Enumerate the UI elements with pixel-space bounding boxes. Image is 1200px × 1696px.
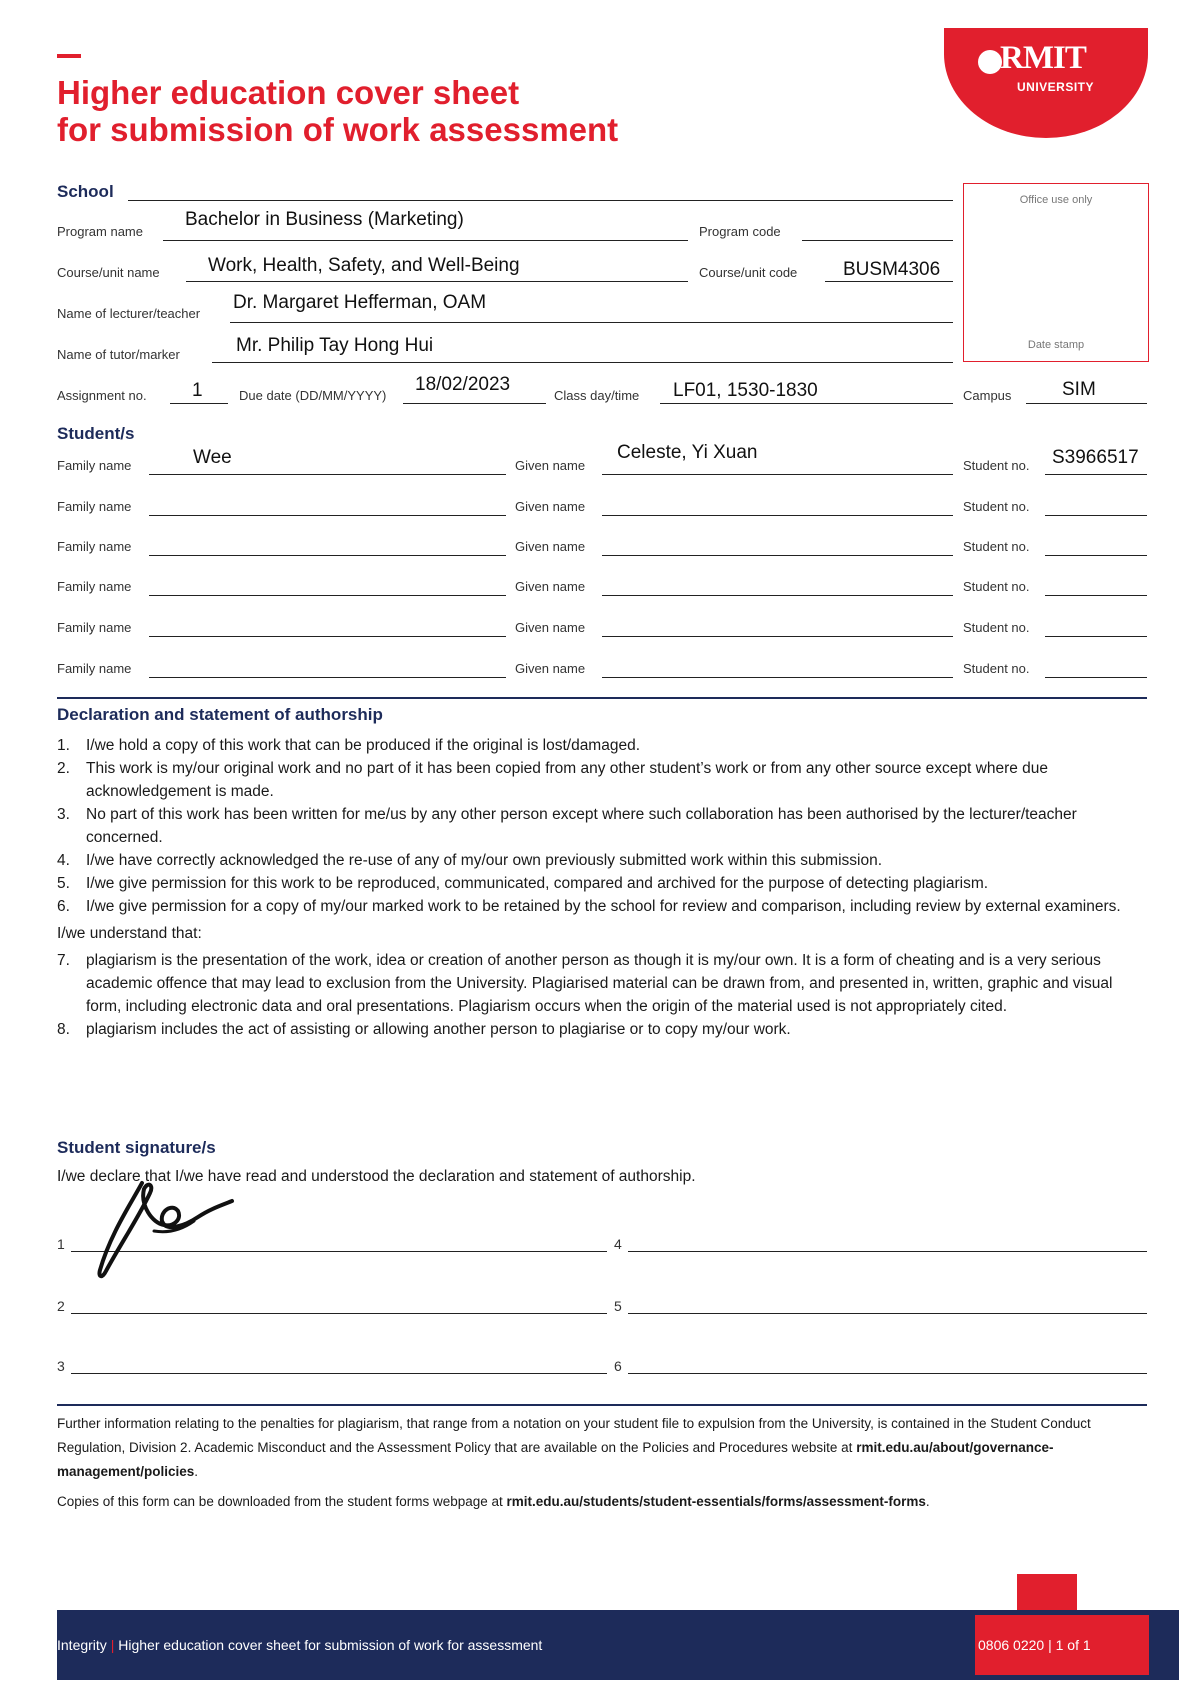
family-name-field[interactable] bbox=[149, 677, 506, 678]
class-time-field[interactable] bbox=[660, 403, 953, 404]
signature-line[interactable] bbox=[628, 1313, 1147, 1314]
footer-prefix: Integrity bbox=[57, 1637, 107, 1653]
given-name-label: Given name bbox=[515, 539, 586, 554]
family-name-label: Family name bbox=[57, 458, 132, 473]
student-no-label: Student no. bbox=[963, 579, 1030, 594]
signature-number: 2 bbox=[57, 1298, 65, 1314]
page-title bbox=[57, 74, 618, 148]
due-date-field[interactable] bbox=[403, 403, 546, 404]
signature-number: 1 bbox=[57, 1236, 65, 1252]
declaration-item bbox=[57, 734, 1147, 757]
signature-number: 6 bbox=[614, 1358, 622, 1374]
signature-number: 5 bbox=[614, 1298, 622, 1314]
declaration-item-text: I/we give permission for a copy of my/our marked work to be retained by the school for review and comparison, including review by external examiners. bbox=[86, 898, 1121, 915]
form-code: 0806 0220 bbox=[978, 1637, 1045, 1653]
lecturer-field[interactable] bbox=[230, 322, 953, 323]
family-name-label: Family name bbox=[57, 661, 132, 676]
campus-label: Campus bbox=[963, 388, 1012, 403]
given-name-field[interactable] bbox=[602, 636, 953, 637]
school-label: School bbox=[57, 182, 114, 201]
lecturer-label: Name of lecturer/teacher bbox=[57, 306, 201, 321]
family-name-label: Family name bbox=[57, 499, 132, 514]
title-line-1: Higher education cover sheet bbox=[57, 74, 520, 111]
student-no-field[interactable] bbox=[1045, 555, 1147, 556]
declaration-item-text: I/we hold a copy of this work that can be produced if the original is lost/damaged. bbox=[86, 737, 641, 754]
section-rule bbox=[57, 697, 1147, 699]
title-dash bbox=[57, 54, 81, 58]
logo-text: RMIT bbox=[1000, 40, 1086, 76]
given-name-label: Given name bbox=[515, 620, 586, 635]
student-no-value: S3966517 bbox=[1052, 447, 1139, 468]
signature-statement: I/we declare that I/we have read and understood the declaration and statement of authorship. bbox=[57, 1168, 696, 1185]
declaration-item bbox=[57, 1018, 1147, 1041]
student-no-label: Student no. bbox=[963, 620, 1030, 635]
student-no-label: Student no. bbox=[963, 458, 1030, 473]
footer-title: Higher education cover sheet for submission of work for assessment bbox=[118, 1637, 543, 1653]
program-code-field[interactable] bbox=[802, 240, 953, 241]
rmit-logo-mark-icon bbox=[978, 50, 1002, 74]
given-name-field[interactable] bbox=[602, 555, 953, 556]
program-name-label: Program name bbox=[57, 224, 143, 239]
family-name-label: Family name bbox=[57, 620, 132, 635]
declaration-item-text: I/we give permission for this work to be reproduced, communicated, compared and archived for the purpose of detecting plagiarism. bbox=[86, 875, 989, 892]
title-line-2: for submission of work assessment bbox=[57, 111, 619, 148]
campus-field[interactable] bbox=[1026, 403, 1147, 404]
footer-right: 0806 0220 | 1 of 1 bbox=[978, 1637, 1091, 1653]
declaration-item bbox=[57, 757, 1147, 803]
declaration-heading: Declaration and statement of authorship bbox=[57, 705, 383, 724]
given-name-field[interactable] bbox=[602, 677, 953, 678]
signature-number: 4 bbox=[614, 1236, 622, 1252]
lecturer-value: Dr. Margaret Hefferman, OAM bbox=[233, 292, 487, 313]
logo-subtext: UNIVERSITY bbox=[1017, 80, 1095, 94]
course-name-value: Work, Health, Safety, and Well-Being bbox=[208, 255, 520, 276]
handwritten-signature bbox=[90, 1175, 240, 1285]
page-number: 1 of 1 bbox=[1055, 1637, 1091, 1653]
given-name-field[interactable] bbox=[602, 515, 953, 516]
declaration-list bbox=[57, 734, 1147, 1041]
further-text: Further information relating to the penalties for plagiarism, that range from a notation on your student file to expulsion from the University, is contained in the Student Conduct Regulation, Division 2. Academic Misconduct and the Assessment Policy that are available on the Policies and Procedures website at bbox=[57, 1416, 1091, 1455]
family-name-field[interactable] bbox=[149, 474, 506, 475]
declaration-item-text: No part of this work has been written for me/us by any other person except where such collaboration has been authorised by the lecturer/teacher concerned. bbox=[86, 806, 1077, 846]
assignment-field[interactable] bbox=[170, 403, 228, 404]
footer-left: Integrity | Higher education cover sheet for submission of work for assessment bbox=[57, 1637, 543, 1653]
class-time-value: LF01, 1530-1830 bbox=[673, 380, 818, 401]
family-name-field[interactable] bbox=[149, 595, 506, 596]
family-name-field[interactable] bbox=[149, 636, 506, 637]
declaration-item-number: 2. bbox=[57, 760, 70, 777]
student-no-label: Student no. bbox=[963, 499, 1030, 514]
class-time-label: Class day/time bbox=[554, 388, 640, 403]
declaration-item-number: 5. bbox=[57, 875, 70, 892]
student-no-field[interactable] bbox=[1045, 474, 1147, 475]
declaration-item-text: This work is my/our original work and no part of it has been copied from any other student’s work or from any other source except where due acknowledgement is made. bbox=[86, 760, 1049, 800]
student-no-field[interactable] bbox=[1045, 677, 1147, 678]
declaration-item bbox=[57, 895, 1147, 918]
due-date-label: Due date (DD/MM/YYYY) bbox=[239, 388, 387, 403]
signature-heading: Student signature/s bbox=[57, 1138, 216, 1157]
student-no-label: Student no. bbox=[963, 539, 1030, 554]
further-info: Further information relating to the penalties for plagiarism, that range from a notation on your student file to expulsion from the University, is contained in the Student Conduct Regulation, Division 2. Academic Misconduct and the Assessment Policy that are available on the Policies and Procedures website at rmit.edu.au/about/governance-management/policies. bbox=[57, 1416, 1091, 1479]
declaration-item-text: plagiarism is the presentation of the work, idea or creation of another person as though it is my/our own. It is a form of cheating and is a very serious academic offence that may lead to exclusion from the University. Plagiarised material can be drawn from, and presented in, written, graphic and visual form, including electronic data and oral presentations. Plagiarism occurs when the origin of the material used is not appropriately cited. bbox=[86, 952, 1113, 1015]
assignment-value: 1 bbox=[192, 380, 203, 401]
declaration-item-text: plagiarism includes the act of assisting or allowing another person to plagiarise or to copy my/our work. bbox=[86, 1021, 791, 1038]
signature-line[interactable] bbox=[628, 1373, 1147, 1374]
course-code-field[interactable] bbox=[825, 281, 953, 282]
signature-line[interactable] bbox=[71, 1373, 607, 1374]
students-heading: Student/s bbox=[57, 424, 135, 443]
family-name-value: Wee bbox=[193, 447, 232, 468]
declaration-item-number: 7. bbox=[57, 952, 70, 969]
date-stamp-label: Date stamp bbox=[1027, 339, 1085, 351]
given-name-field[interactable] bbox=[602, 595, 953, 596]
forms-text: Copies of this form can be downloaded from the student forms webpage at bbox=[57, 1494, 503, 1509]
declaration-item-number: 3. bbox=[57, 806, 70, 823]
forms-link[interactable]: rmit.edu.au/students/student-essentials/forms/assessment-forms bbox=[506, 1494, 926, 1509]
student-no-field[interactable] bbox=[1045, 515, 1147, 516]
given-name-field[interactable] bbox=[602, 474, 953, 475]
course-name-label: Course/unit name bbox=[57, 265, 160, 280]
given-name-value: Celeste, Yi Xuan bbox=[617, 442, 758, 463]
tutor-value: Mr. Philip Tay Hong Hui bbox=[236, 335, 434, 356]
declaration-item bbox=[57, 872, 1147, 895]
signature-line[interactable] bbox=[71, 1313, 607, 1314]
course-code-label: Course/unit code bbox=[699, 265, 798, 280]
course-code-value: BUSM4306 bbox=[843, 259, 941, 280]
assignment-label: Assignment no. bbox=[57, 388, 147, 403]
signature-line[interactable] bbox=[628, 1251, 1147, 1252]
declaration-item bbox=[57, 803, 1147, 849]
student-no-field[interactable] bbox=[1045, 595, 1147, 596]
policies-link[interactable]: rmit.edu.au/about/governance-management/policies bbox=[57, 1440, 1054, 1479]
office-use-label: Office use only bbox=[1019, 194, 1093, 206]
family-name-label: Family name bbox=[57, 539, 132, 554]
campus-value: SIM bbox=[1062, 379, 1096, 400]
declaration-item bbox=[57, 849, 1147, 872]
understand-text: I/we understand that: bbox=[57, 925, 202, 942]
program-code-label: Program code bbox=[699, 224, 781, 239]
given-name-label: Given name bbox=[515, 579, 586, 594]
course-name-field[interactable] bbox=[186, 281, 688, 282]
program-name-value: Bachelor in Business (Marketing) bbox=[185, 209, 464, 230]
given-name-label: Given name bbox=[515, 499, 586, 514]
office-use-box bbox=[963, 183, 1149, 362]
student-no-label: Student no. bbox=[963, 661, 1030, 676]
forms-info: Copies of this form can be downloaded from the student forms webpage at rmit.edu.au/students/student-essentials/forms/assessment-forms. bbox=[57, 1494, 930, 1509]
tutor-label: Name of tutor/marker bbox=[57, 347, 180, 362]
family-name-field[interactable] bbox=[149, 555, 506, 556]
given-name-label: Given name bbox=[515, 661, 586, 676]
given-name-label: Given name bbox=[515, 458, 586, 473]
student-no-field[interactable] bbox=[1045, 636, 1147, 637]
declaration-item-text: I/we have correctly acknowledged the re-use of any of my/our own previously submitted work within this submission. bbox=[86, 852, 883, 869]
declaration-item-number: 8. bbox=[57, 1021, 70, 1038]
due-date-value: 18/02/2023 bbox=[415, 374, 511, 395]
family-name-label: Family name bbox=[57, 579, 132, 594]
family-name-field[interactable] bbox=[149, 515, 506, 516]
declaration-item-number: 4. bbox=[57, 852, 70, 869]
signature-number: 3 bbox=[57, 1358, 65, 1374]
school-field[interactable] bbox=[128, 200, 953, 201]
declaration-item bbox=[57, 949, 1147, 1018]
tutor-field[interactable] bbox=[212, 362, 953, 363]
declaration-item-number: 1. bbox=[57, 737, 70, 754]
declaration-item-number: 6. bbox=[57, 898, 70, 915]
program-name-field[interactable] bbox=[163, 240, 688, 241]
footer-rule bbox=[57, 1404, 1147, 1406]
